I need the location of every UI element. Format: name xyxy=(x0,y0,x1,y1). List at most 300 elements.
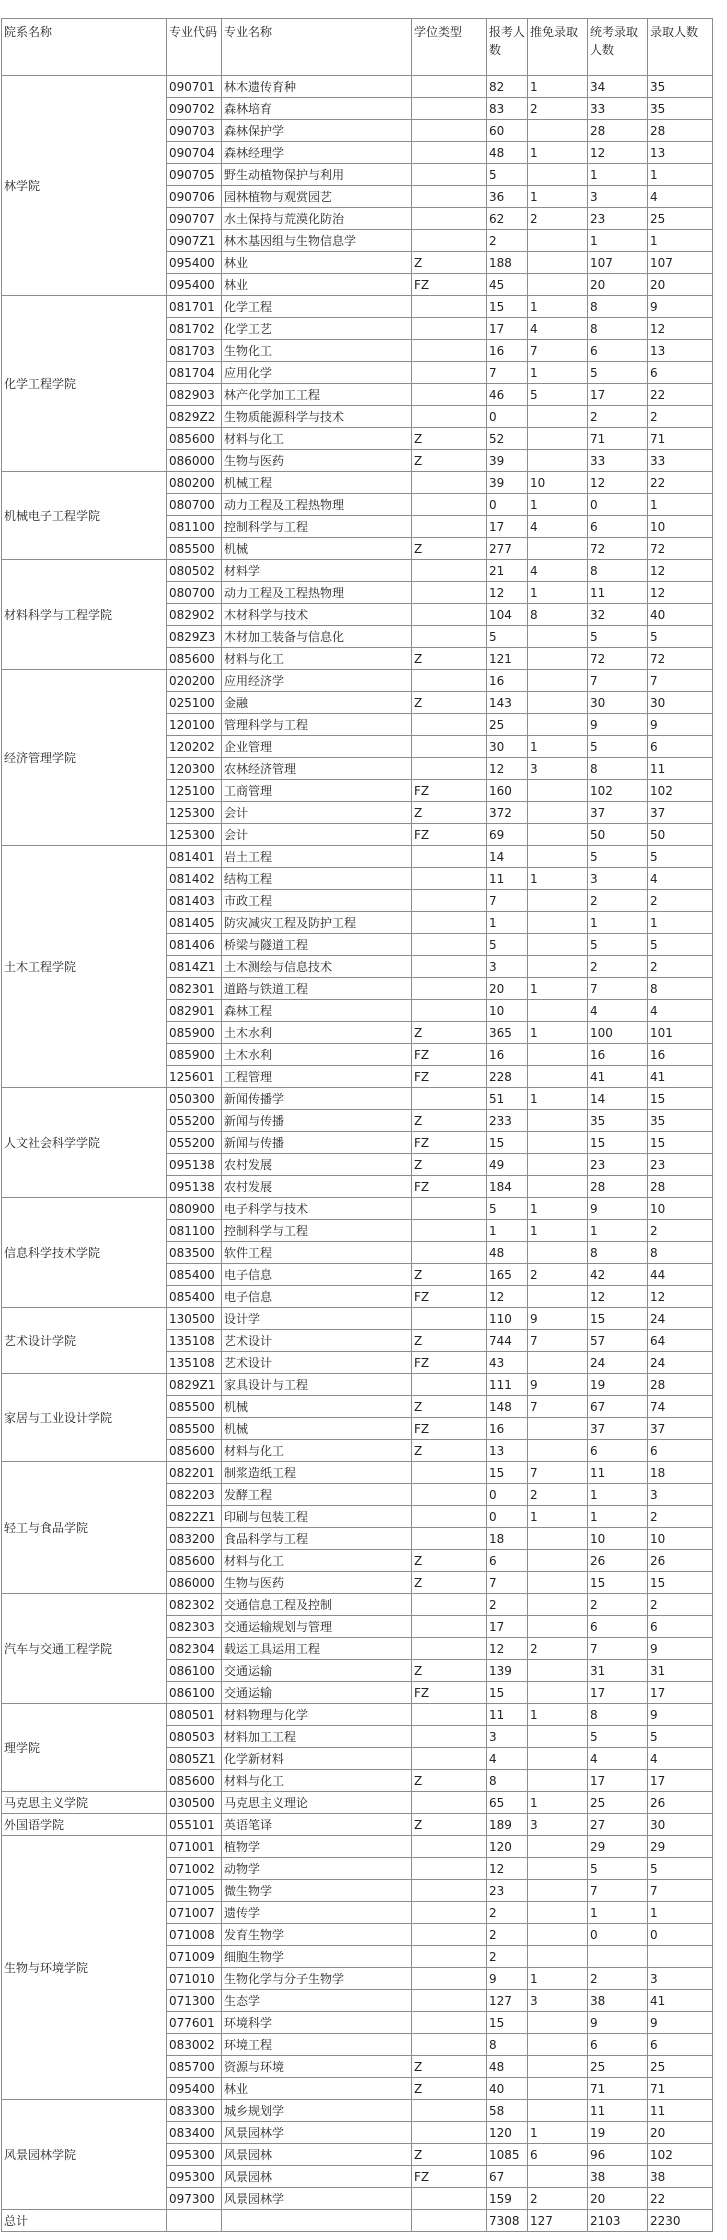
degree-type-cell xyxy=(412,142,487,164)
code-cell: 080501 xyxy=(167,1704,222,1726)
major-cell: 会计 xyxy=(222,824,412,846)
admitted-cell: 3 xyxy=(648,1484,713,1506)
college-name-cell: 汽车与交通工程学院 xyxy=(2,1594,167,1704)
code-cell: 071005 xyxy=(167,1880,222,1902)
degree-type-cell xyxy=(412,626,487,648)
major-cell: 农村发展 xyxy=(222,1176,412,1198)
applicants-cell: 13 xyxy=(487,1440,528,1462)
degree-type-cell xyxy=(412,318,487,340)
recommended-cell xyxy=(528,626,588,648)
admitted-cell: 17 xyxy=(648,1682,713,1704)
admitted-cell: 7 xyxy=(648,670,713,692)
unified-cell: 37 xyxy=(588,1418,648,1440)
applicants-cell: 82 xyxy=(487,76,528,98)
recommended-cell: 7 xyxy=(528,340,588,362)
unified-cell: 71 xyxy=(588,428,648,450)
unified-cell: 30 xyxy=(588,692,648,714)
applicants-cell: 104 xyxy=(487,604,528,626)
code-cell: 125300 xyxy=(167,802,222,824)
recommended-cell: 8 xyxy=(528,604,588,626)
unified-cell: 1 xyxy=(588,230,648,252)
unified-cell: 16 xyxy=(588,1044,648,1066)
recommended-cell xyxy=(528,1770,588,1792)
code-cell: 025100 xyxy=(167,692,222,714)
degree-type-cell: Z xyxy=(412,1770,487,1792)
unified-cell: 27 xyxy=(588,1814,648,1836)
major-cell: 农林经济管理 xyxy=(222,758,412,780)
code-cell: 085600 xyxy=(167,1550,222,1572)
degree-type-cell: FZ xyxy=(412,2166,487,2188)
code-cell: 071001 xyxy=(167,1836,222,1858)
unified-cell: 8 xyxy=(588,318,648,340)
recommended-cell xyxy=(528,230,588,252)
degree-type-cell: Z xyxy=(412,1572,487,1594)
unified-cell: 107 xyxy=(588,252,648,274)
recommended-cell xyxy=(528,1352,588,1374)
degree-type-cell xyxy=(412,1088,487,1110)
recommended-cell xyxy=(528,1858,588,1880)
admitted-cell: 16 xyxy=(648,1044,713,1066)
degree-type-cell xyxy=(412,604,487,626)
degree-type-cell: FZ xyxy=(412,780,487,802)
degree-type-cell xyxy=(412,1506,487,1528)
unified-cell: 1 xyxy=(588,1220,648,1242)
major-cell: 生态学 xyxy=(222,1990,412,2012)
degree-type-cell: FZ xyxy=(412,1682,487,1704)
admitted-cell: 44 xyxy=(648,1264,713,1286)
degree-type-cell: Z xyxy=(412,2056,487,2078)
admitted-cell: 2 xyxy=(648,1220,713,1242)
degree-type-cell xyxy=(412,582,487,604)
admitted-cell: 5 xyxy=(648,1858,713,1880)
major-cell: 艺术设计 xyxy=(222,1330,412,1352)
major-cell: 土木水利 xyxy=(222,1044,412,1066)
degree-type-cell xyxy=(412,2188,487,2210)
code-cell: 082302 xyxy=(167,1594,222,1616)
recommended-cell xyxy=(528,846,588,868)
code-cell: 082304 xyxy=(167,1638,222,1660)
major-cell: 木材加工装备与信息化 xyxy=(222,626,412,648)
unified-cell: 2 xyxy=(588,1594,648,1616)
major-cell: 防灾减灾工程及防护工程 xyxy=(222,912,412,934)
admitted-cell: 5 xyxy=(648,1726,713,1748)
recommended-cell: 7 xyxy=(528,1396,588,1418)
degree-type-cell: FZ xyxy=(412,1286,487,1308)
total-label: 总计 xyxy=(2,2210,167,2232)
major-cell: 印刷与包装工程 xyxy=(222,1506,412,1528)
unified-cell: 23 xyxy=(588,208,648,230)
applicants-cell: 1 xyxy=(487,912,528,934)
code-cell: 080502 xyxy=(167,560,222,582)
code-cell: 120202 xyxy=(167,736,222,758)
recommended-cell: 4 xyxy=(528,516,588,538)
header-row xyxy=(2,19,713,76)
code-cell: 083400 xyxy=(167,2122,222,2144)
applicants-cell: 4 xyxy=(487,1748,528,1770)
recommended-cell xyxy=(528,824,588,846)
unified-cell: 102 xyxy=(588,780,648,802)
applicants-cell: 9 xyxy=(487,1968,528,1990)
unified-cell: 38 xyxy=(588,2166,648,2188)
major-cell: 生物与医药 xyxy=(222,450,412,472)
unified-cell: 11 xyxy=(588,2100,648,2122)
code-cell: 080503 xyxy=(167,1726,222,1748)
major-cell: 风景园林学 xyxy=(222,2188,412,2210)
degree-type-cell: Z xyxy=(412,450,487,472)
admitted-cell: 1 xyxy=(648,912,713,934)
recommended-cell xyxy=(528,2100,588,2122)
admitted-cell: 3 xyxy=(648,1968,713,1990)
recommended-cell: 2 xyxy=(528,208,588,230)
applicants-cell: 15 xyxy=(487,1462,528,1484)
major-cell: 应用化学 xyxy=(222,362,412,384)
code-cell: 085600 xyxy=(167,1440,222,1462)
unified-cell xyxy=(588,1946,648,1968)
table-row xyxy=(2,1792,713,1814)
applicants-cell: 67 xyxy=(487,2166,528,2188)
major-cell: 结构工程 xyxy=(222,868,412,890)
degree-type-cell xyxy=(412,560,487,582)
degree-type-cell xyxy=(412,362,487,384)
degree-type-cell xyxy=(412,494,487,516)
recommended-cell: 1 xyxy=(528,868,588,890)
applicants-cell: 12 xyxy=(487,1638,528,1660)
code-cell: 081406 xyxy=(167,934,222,956)
recommended-cell: 1 xyxy=(528,736,588,758)
recommended-cell: 1 xyxy=(528,186,588,208)
major-cell: 森林工程 xyxy=(222,1000,412,1022)
recommended-cell: 1 xyxy=(528,494,588,516)
applicants-cell: 2 xyxy=(487,1946,528,1968)
major-cell: 控制科学与工程 xyxy=(222,516,412,538)
admitted-cell: 107 xyxy=(648,252,713,274)
applicants-cell: 45 xyxy=(487,274,528,296)
code-cell: 081703 xyxy=(167,340,222,362)
unified-cell: 9 xyxy=(588,1198,648,1220)
applicants-cell: 0 xyxy=(487,1506,528,1528)
recommended-cell xyxy=(528,934,588,956)
major-cell: 企业管理 xyxy=(222,736,412,758)
admitted-cell: 26 xyxy=(648,1792,713,1814)
applicants-cell: 120 xyxy=(487,1836,528,1858)
unified-cell: 41 xyxy=(588,1066,648,1088)
unified-cell: 9 xyxy=(588,714,648,736)
code-cell: 0907Z1 xyxy=(167,230,222,252)
admitted-cell: 23 xyxy=(648,1154,713,1176)
major-cell: 电子信息 xyxy=(222,1264,412,1286)
unified-cell: 25 xyxy=(588,1792,648,1814)
degree-type-cell xyxy=(412,1484,487,1506)
applicants-cell: 121 xyxy=(487,648,528,670)
major-cell: 道路与铁道工程 xyxy=(222,978,412,1000)
major-cell: 电子科学与技术 xyxy=(222,1198,412,1220)
applicants-cell: 228 xyxy=(487,1066,528,1088)
code-cell: 095138 xyxy=(167,1154,222,1176)
code-cell: 085500 xyxy=(167,1396,222,1418)
code-cell: 095138 xyxy=(167,1176,222,1198)
major-cell: 森林培育 xyxy=(222,98,412,120)
applicants-cell: 39 xyxy=(487,472,528,494)
applicants-cell: 48 xyxy=(487,2056,528,2078)
table-header xyxy=(2,19,713,76)
applicants-cell: 744 xyxy=(487,1330,528,1352)
recommended-cell xyxy=(528,2012,588,2034)
unified-cell: 17 xyxy=(588,1770,648,1792)
major-cell: 微生物学 xyxy=(222,1880,412,1902)
recommended-cell xyxy=(528,120,588,142)
code-cell: 0829Z3 xyxy=(167,626,222,648)
code-cell: 080700 xyxy=(167,494,222,516)
recommended-cell xyxy=(528,912,588,934)
code-cell: 081401 xyxy=(167,846,222,868)
recommended-cell xyxy=(528,1946,588,1968)
recommended-cell: 4 xyxy=(528,560,588,582)
applicants-cell: 7 xyxy=(487,1572,528,1594)
recommended-cell xyxy=(528,648,588,670)
code-cell: 085500 xyxy=(167,1418,222,1440)
degree-type-cell xyxy=(412,1594,487,1616)
recommended-cell xyxy=(528,1660,588,1682)
unified-cell: 20 xyxy=(588,2188,648,2210)
applicants-cell: 16 xyxy=(487,670,528,692)
table-footer xyxy=(2,2210,713,2232)
applicants-cell: 233 xyxy=(487,1110,528,1132)
degree-type-cell xyxy=(412,890,487,912)
applicants-cell: 1 xyxy=(487,1220,528,1242)
unified-cell: 8 xyxy=(588,296,648,318)
degree-type-cell xyxy=(412,912,487,934)
major-cell: 控制科学与工程 xyxy=(222,1220,412,1242)
recommended-cell xyxy=(528,2078,588,2100)
code-cell: 085500 xyxy=(167,538,222,560)
degree-type-cell: Z xyxy=(412,1154,487,1176)
unified-cell: 5 xyxy=(588,846,648,868)
degree-type-cell: FZ xyxy=(412,1418,487,1440)
major-cell: 发育生物学 xyxy=(222,1924,412,1946)
recommended-cell xyxy=(528,1066,588,1088)
unified-cell: 33 xyxy=(588,98,648,120)
recommended-cell: 5 xyxy=(528,384,588,406)
recommended-cell xyxy=(528,956,588,978)
applicants-cell: 0 xyxy=(487,406,528,428)
admitted-cell: 20 xyxy=(648,2122,713,2144)
recommended-cell: 1 xyxy=(528,1792,588,1814)
degree-type-cell xyxy=(412,670,487,692)
unified-cell: 8 xyxy=(588,1704,648,1726)
code-cell: 055101 xyxy=(167,1814,222,1836)
degree-type-cell xyxy=(412,758,487,780)
unified-cell: 5 xyxy=(588,1726,648,1748)
applicants-cell: 10 xyxy=(487,1000,528,1022)
recommended-cell: 1 xyxy=(528,1088,588,1110)
table-row xyxy=(2,1814,713,1836)
total-row xyxy=(2,2210,713,2232)
total-type-cell xyxy=(412,2210,487,2232)
college-name-cell: 马克思主义学院 xyxy=(2,1792,167,1814)
recommended-cell xyxy=(528,890,588,912)
major-cell: 动力工程及工程热物理 xyxy=(222,582,412,604)
code-cell: 071009 xyxy=(167,1946,222,1968)
admitted-cell: 102 xyxy=(648,2144,713,2166)
code-cell: 081100 xyxy=(167,516,222,538)
unified-cell: 6 xyxy=(588,1616,648,1638)
admitted-cell: 9 xyxy=(648,1638,713,1660)
recommended-cell: 2 xyxy=(528,2188,588,2210)
major-cell: 生物化学与分子生物学 xyxy=(222,1968,412,1990)
degree-type-cell xyxy=(412,934,487,956)
code-cell: 055200 xyxy=(167,1132,222,1154)
unified-cell: 11 xyxy=(588,582,648,604)
code-cell: 085400 xyxy=(167,1286,222,1308)
major-cell: 农村发展 xyxy=(222,1154,412,1176)
recommended-cell: 1 xyxy=(528,142,588,164)
admissions-table xyxy=(1,18,713,2232)
code-cell: 085700 xyxy=(167,2056,222,2078)
applicants-cell: 39 xyxy=(487,450,528,472)
applicants-cell: 48 xyxy=(487,142,528,164)
applicants-cell: 372 xyxy=(487,802,528,824)
major-cell: 野生动植物保护与利用 xyxy=(222,164,412,186)
college-name-cell: 外国语学院 xyxy=(2,1814,167,1836)
recommended-cell xyxy=(528,1682,588,1704)
applicants-cell: 111 xyxy=(487,1374,528,1396)
degree-type-cell: Z xyxy=(412,1396,487,1418)
major-cell: 家具设计与工程 xyxy=(222,1374,412,1396)
admitted-cell: 37 xyxy=(648,802,713,824)
unified-cell: 2 xyxy=(588,406,648,428)
recommended-cell: 1 xyxy=(528,978,588,1000)
unified-cell: 24 xyxy=(588,1352,648,1374)
code-cell: 095400 xyxy=(167,252,222,274)
degree-type-cell xyxy=(412,1528,487,1550)
degree-type-cell xyxy=(412,2122,487,2144)
applicants-cell: 143 xyxy=(487,692,528,714)
applicants-cell: 3 xyxy=(487,956,528,978)
major-cell: 木材科学与技术 xyxy=(222,604,412,626)
degree-type-cell: Z xyxy=(412,648,487,670)
degree-type-cell xyxy=(412,1616,487,1638)
code-cell: 055200 xyxy=(167,1110,222,1132)
code-cell: 071010 xyxy=(167,1968,222,1990)
code-cell: 080700 xyxy=(167,582,222,604)
applicants-cell: 49 xyxy=(487,1154,528,1176)
applicants-cell: 12 xyxy=(487,582,528,604)
admitted-cell: 20 xyxy=(648,274,713,296)
degree-type-cell xyxy=(412,846,487,868)
total-admitted: 2230 xyxy=(648,2210,713,2232)
code-cell: 082903 xyxy=(167,384,222,406)
major-cell: 机械 xyxy=(222,1396,412,1418)
admitted-cell: 74 xyxy=(648,1396,713,1418)
admitted-cell: 15 xyxy=(648,1572,713,1594)
table-body xyxy=(2,76,713,2210)
applicants-cell: 48 xyxy=(487,1242,528,1264)
code-cell: 080200 xyxy=(167,472,222,494)
applicants-cell: 159 xyxy=(487,2188,528,2210)
table-row xyxy=(2,1374,713,1396)
admitted-cell: 1 xyxy=(648,230,713,252)
unified-cell: 72 xyxy=(588,538,648,560)
recommended-cell: 6 xyxy=(528,2144,588,2166)
unified-cell: 10 xyxy=(588,1528,648,1550)
unified-cell: 31 xyxy=(588,1660,648,1682)
unified-cell: 15 xyxy=(588,1308,648,1330)
admitted-cell: 26 xyxy=(648,1550,713,1572)
major-cell: 软件工程 xyxy=(222,1242,412,1264)
admitted-cell: 18 xyxy=(648,1462,713,1484)
applicants-cell: 18 xyxy=(487,1528,528,1550)
admitted-cell: 4 xyxy=(648,868,713,890)
code-cell: 135108 xyxy=(167,1330,222,1352)
major-cell: 材料与化工 xyxy=(222,1440,412,1462)
major-cell: 林业 xyxy=(222,252,412,274)
code-cell: 085900 xyxy=(167,1044,222,1066)
applicants-cell: 69 xyxy=(487,824,528,846)
unified-cell: 5 xyxy=(588,362,648,384)
applicants-cell: 3 xyxy=(487,1726,528,1748)
admitted-cell: 2 xyxy=(648,890,713,912)
major-cell: 园林植物与观赏园艺 xyxy=(222,186,412,208)
applicants-cell: 165 xyxy=(487,1264,528,1286)
recommended-cell xyxy=(528,1528,588,1550)
unified-cell: 8 xyxy=(588,1242,648,1264)
unified-cell: 8 xyxy=(588,560,648,582)
admitted-cell xyxy=(648,1946,713,1968)
total-major-cell xyxy=(222,2210,412,2232)
admitted-cell: 17 xyxy=(648,1770,713,1792)
unified-cell: 50 xyxy=(588,824,648,846)
code-cell: 135108 xyxy=(167,1352,222,1374)
applicants-cell: 51 xyxy=(487,1088,528,1110)
table-row xyxy=(2,560,713,582)
code-cell: 083300 xyxy=(167,2100,222,2122)
major-cell: 材料与化工 xyxy=(222,648,412,670)
unified-cell: 100 xyxy=(588,1022,648,1044)
code-cell: 083500 xyxy=(167,1242,222,1264)
recommended-cell xyxy=(528,1836,588,1858)
recommended-cell xyxy=(528,1902,588,1924)
degree-type-cell xyxy=(412,1462,487,1484)
major-cell: 英语笔译 xyxy=(222,1814,412,1836)
applicants-cell: 148 xyxy=(487,1396,528,1418)
applicants-cell: 2 xyxy=(487,1924,528,1946)
code-cell: 030500 xyxy=(167,1792,222,1814)
recommended-cell xyxy=(528,2056,588,2078)
unified-cell: 96 xyxy=(588,2144,648,2166)
admitted-cell: 37 xyxy=(648,1418,713,1440)
applicants-cell: 40 xyxy=(487,2078,528,2100)
applicants-cell: 11 xyxy=(487,1704,528,1726)
admitted-cell: 10 xyxy=(648,516,713,538)
admitted-cell: 13 xyxy=(648,142,713,164)
unified-cell: 7 xyxy=(588,978,648,1000)
recommended-cell xyxy=(528,1242,588,1264)
unified-cell: 28 xyxy=(588,120,648,142)
unified-cell: 37 xyxy=(588,802,648,824)
admitted-cell: 2 xyxy=(648,956,713,978)
major-cell: 工程管理 xyxy=(222,1066,412,1088)
degree-type-cell: FZ xyxy=(412,274,487,296)
degree-type-cell xyxy=(412,1704,487,1726)
applicants-cell: 12 xyxy=(487,758,528,780)
applicants-cell: 5 xyxy=(487,934,528,956)
college-name-cell: 信息科学技术学院 xyxy=(2,1198,167,1308)
major-cell: 制浆造纸工程 xyxy=(222,1462,412,1484)
code-cell: 082303 xyxy=(167,1616,222,1638)
admitted-cell: 9 xyxy=(648,2012,713,2034)
recommended-cell xyxy=(528,274,588,296)
major-cell: 机械 xyxy=(222,538,412,560)
